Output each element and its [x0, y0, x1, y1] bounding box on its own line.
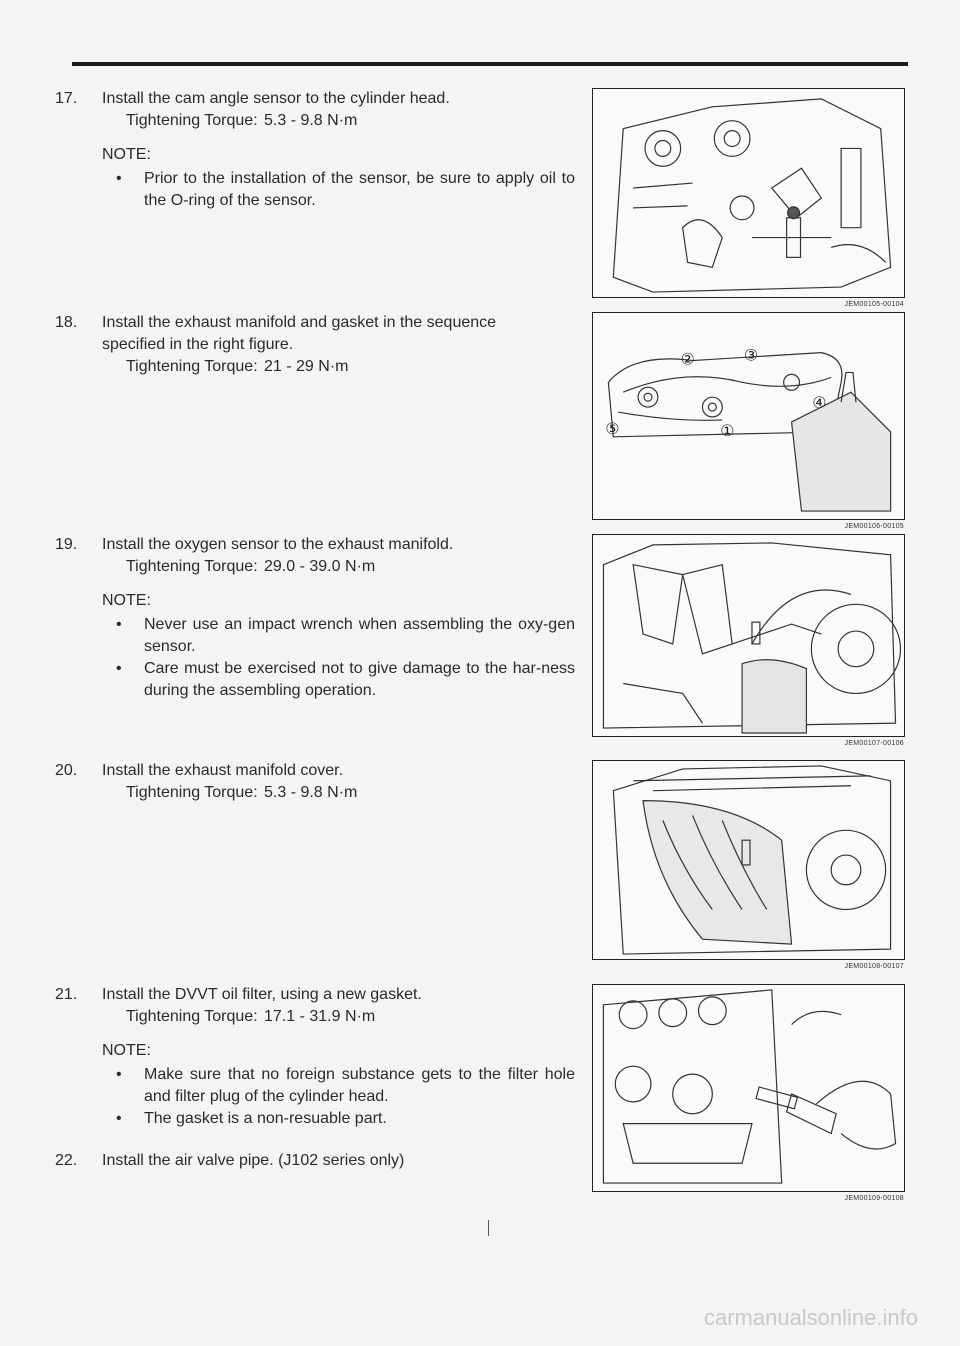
note-item: • The gasket is a non-resuable part. — [102, 1108, 575, 1130]
engine-head-illustration — [593, 89, 904, 297]
step-text: Install the exhaust manifold and gasket in the sequence — [102, 314, 497, 331]
torque-value: 5.3 - 9.8 N·m — [264, 784, 358, 801]
figure-cam-angle-sensor — [592, 88, 905, 298]
step-18 — [55, 312, 575, 378]
note-label: NOTE: — [102, 592, 151, 609]
step-21 — [55, 984, 575, 1130]
figure-exhaust-manifold-cover — [592, 760, 905, 960]
oxygen-sensor-illustration — [593, 535, 904, 736]
manifold-illustration — [593, 313, 904, 519]
note-list — [102, 168, 575, 212]
bullet-icon: • — [116, 616, 122, 633]
bullet-icon: • — [116, 1110, 122, 1127]
manifold-cover-illustration — [593, 761, 904, 959]
oil-filter-illustration — [593, 985, 904, 1191]
note-item: • Prior to the installation of the sensor, be sure to apply oil to the O-ring of the sensor. — [116, 170, 575, 209]
torque-value: 29.0 - 39.0 N·m — [264, 558, 376, 575]
note-item: • Never use an impact wrench when assembling the oxy-gen sensor. — [116, 616, 575, 655]
step-number: 22. — [55, 1152, 78, 1169]
step-19 — [55, 534, 575, 702]
step-number: 20. — [55, 762, 78, 779]
step-20 — [55, 760, 575, 804]
note-label: NOTE: — [102, 1042, 151, 1059]
step-number: 18. — [55, 314, 78, 331]
watermark: carmanualsonline.info — [703, 1305, 918, 1330]
step-text: Install the air valve pipe. (J102 series only) — [102, 1152, 405, 1169]
torque-label: Tightening Torque: — [126, 358, 258, 375]
figure-code: JEM00109-00108 — [844, 1195, 904, 1202]
torque-spec — [126, 782, 575, 804]
torque-label: Tightening Torque: — [126, 112, 258, 129]
callout-3: ③ — [744, 347, 759, 365]
torque-spec — [126, 110, 575, 132]
bullet-icon: • — [116, 660, 122, 677]
figure-oxygen-sensor — [592, 534, 905, 737]
torque-value: 5.3 - 9.8 N·m — [264, 112, 358, 129]
step-text: Install the oxygen sensor to the exhaust manifold. — [102, 536, 454, 553]
figure-code: JEM00106-00105 — [844, 523, 904, 530]
figure-code: JEM00105-00104 — [844, 301, 904, 308]
step-number: 21. — [55, 986, 78, 1003]
step-number: 19. — [55, 536, 78, 553]
torque-spec — [126, 1006, 575, 1028]
figure-exhaust-manifold-sequence — [592, 312, 905, 520]
note-list — [102, 1064, 575, 1130]
callout-4: ④ — [812, 395, 827, 413]
bullet-icon: • — [116, 1066, 122, 1083]
header-rule — [72, 62, 908, 66]
note-list — [102, 614, 575, 702]
torque-label: Tightening Torque: — [126, 558, 258, 575]
torque-value: 17.1 - 31.9 N·m — [264, 1008, 376, 1025]
step-text: Install the exhaust manifold cover. — [102, 762, 344, 779]
bullet-icon: • — [116, 170, 122, 187]
torque-spec — [126, 356, 575, 378]
step-17 — [55, 88, 575, 212]
note-label: NOTE: — [102, 146, 151, 163]
note-item: • Make sure that no foreign substance gets to the filter hole and filter plug of the cylinder head. — [116, 1066, 575, 1105]
step-text: Install the cam angle sensor to the cylinder head. — [102, 90, 450, 107]
step-text: specified in the right figure. — [102, 336, 294, 353]
torque-label: Tightening Torque: — [126, 784, 258, 801]
torque-label: Tightening Torque: — [126, 1008, 258, 1025]
figure-code: JEM00108-00107 — [844, 963, 904, 970]
torque-spec — [126, 556, 575, 578]
step-text: Install the DVVT oil filter, using a new gasket. — [102, 986, 422, 1003]
callout-2: ② — [680, 351, 695, 369]
callout-5: ⑤ — [605, 420, 620, 438]
torque-value: 21 - 29 N·m — [264, 358, 349, 375]
page-number-mark — [488, 1220, 489, 1236]
note-item: • Care must be exercised not to give damage to the har-ness during the assembling operation. — [116, 660, 575, 699]
figure-code: JEM00107-00106 — [844, 740, 904, 747]
step-number: 17. — [55, 90, 78, 107]
step-22 — [55, 1150, 575, 1172]
figure-dvvt-oil-filter — [592, 984, 905, 1192]
callout-1: ① — [720, 422, 735, 440]
